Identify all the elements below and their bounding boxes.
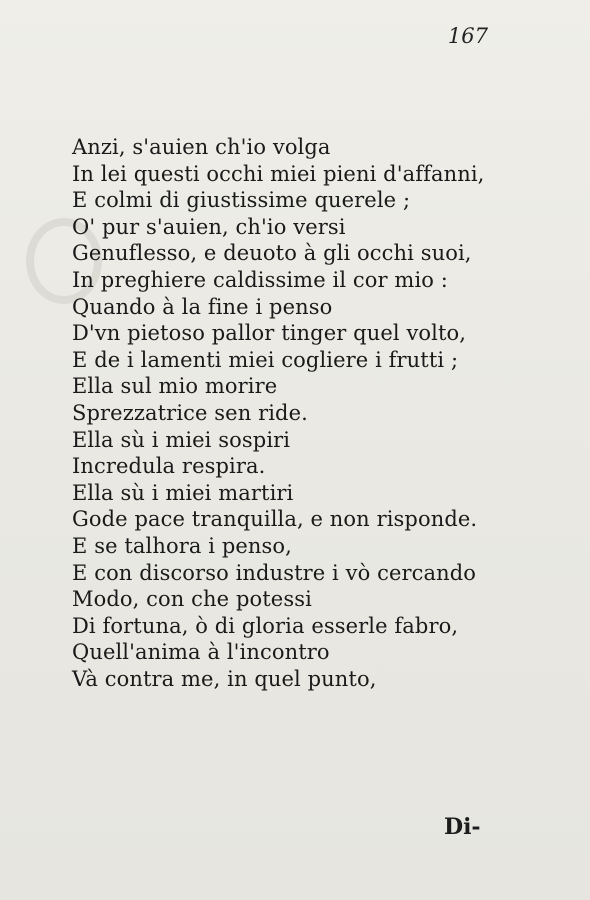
verse-line: Incredula respira. <box>72 454 266 479</box>
catchword: Di- <box>444 814 481 840</box>
verse-line: Ella sù i miei sospiri <box>72 427 291 452</box>
verse-line: Và contra me, in quel punto, <box>72 666 377 691</box>
verse-line: O' pur s'auien, ch'io versi <box>72 214 346 239</box>
verse-line: Gode pace tranquilla, e non risponde. <box>72 507 478 532</box>
verse-line: E de i lamenti miei cogliere i frutti ; <box>72 347 459 372</box>
verse-line: D'vn pietoso pallor tinger quel volto, <box>72 321 467 346</box>
verse-line: Sprezzatrice sen ride. <box>72 400 308 425</box>
verse-line: E se talhora i penso, <box>72 533 292 558</box>
verse-line: Ella sù i miei martiri <box>72 480 294 505</box>
verse-line: Ella sul mio morire <box>72 374 278 399</box>
verse-line: In lei questi occhi miei pieni d'affanni, <box>72 161 485 186</box>
verse-line: Di fortuna, ò di gloria esserle fabro, <box>72 613 459 638</box>
verse-line: Quell'anima à l'incontro <box>72 640 330 665</box>
verse-line: In preghiere caldissime il cor mio : <box>72 267 448 292</box>
page-number: 167 <box>447 24 488 48</box>
verse-line: Modo, con che potessi <box>72 587 312 612</box>
verse-line: Quando à la fine i penso <box>72 294 333 319</box>
verse-line: E con discorso industre i vò cercando <box>72 560 477 585</box>
verse-line: E colmi di giustissime querele ; <box>72 188 411 213</box>
verse-line: Anzi, s'auien ch'io volga <box>72 135 331 159</box>
poem-text <box>72 134 552 692</box>
verse-line: Genuflesso, e deuoto à gli occhi suoi, <box>72 241 472 266</box>
